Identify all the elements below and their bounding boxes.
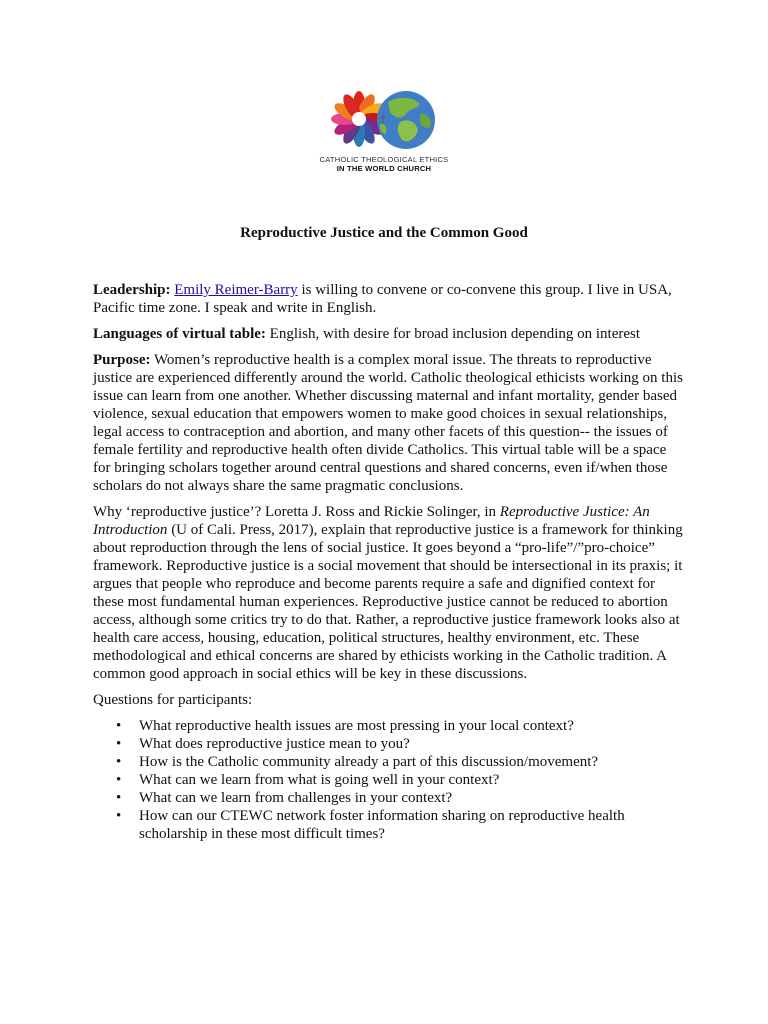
ctewc-logo [318, 88, 450, 173]
book-title: Reproductive Justice: An Introduction [93, 504, 650, 538]
leader-link[interactable]: Emily Reimer-Barry [174, 282, 298, 298]
document-title: Reproductive Justice and the Common Good [240, 225, 528, 241]
list-item [93, 807, 683, 843]
list-item [93, 753, 683, 771]
document-body [93, 281, 683, 843]
bullet-icon: • [116, 718, 122, 734]
question-text: What does reproductive justice mean to you? [139, 736, 410, 752]
why-text-1: Why ‘reproductive justice’? Loretta J. Ross and Rickie Solinger, in [93, 504, 500, 520]
languages-label: Languages of virtual table: [93, 326, 266, 342]
list-item [93, 717, 683, 735]
list-item [93, 735, 683, 753]
logo-emblem-icon [328, 88, 440, 150]
question-text: How is the Catholic community already a part of this discussion/movement? [139, 754, 599, 770]
logo-text-line1: CATHOLIC THEOLOGICAL ETHICS [319, 155, 449, 164]
purpose-paragraph [93, 351, 683, 495]
bullet-icon: • [116, 736, 122, 752]
logo-text-line2: IN THE WORLD CHURCH [336, 164, 432, 173]
bullet-icon: • [116, 772, 122, 788]
bullet-icon: • [116, 808, 122, 824]
questions-heading: Questions for participants: [93, 692, 253, 708]
question-text: What can we learn from challenges in your context? [139, 790, 453, 806]
question-text: How can our CTEWC network foster information sharing on reproductive health scholarship in these most difficult times? [139, 808, 625, 842]
leadership-paragraph [93, 281, 683, 317]
question-text: What reproductive health issues are most pressing in your local context? [139, 718, 574, 734]
questions-list [93, 717, 683, 843]
purpose-text: Women’s reproductive health is a complex moral issue. The threats to reproductive justice are experienced differently around the world. Catholic theological ethicists working on this issue can learn from one another. Whether discussing maternal and infant mortality, gender based violence, sexual education that empowers women to make good choices in sexual relationships, legal access to contraception and abortion, and many other facets of this question-- the issues of female fertility and reproductive health often divide Catholics. This virtual table will be a space for bringing scholars together around central questions and shared concerns, even if/when those scholars do not always share the same pragmatic conclusions. [93, 352, 683, 494]
why-paragraph [93, 503, 683, 683]
leadership-text: is willing to convene or co-convene this group. I live in USA, Pacific time zone. I speak and write in English. [93, 282, 672, 316]
purpose-label: Purpose: [93, 352, 151, 368]
list-item [93, 771, 683, 789]
languages-paragraph [93, 325, 683, 343]
bullet-icon: • [116, 790, 122, 806]
languages-text: English, with desire for broad inclusion depending on interest [265, 326, 641, 342]
question-text: What can we learn from what is going well in your context? [139, 772, 500, 788]
leadership-label: Leadership: [93, 282, 171, 298]
list-item [93, 789, 683, 807]
why-text-2: (U of Cali. Press, 2017), explain that reproductive justice is a framework for thinking about reproduction through the lens of social justice. It goes beyond a “pro-life”/”pro-choice” framework. Reproductive justice is a social movement that should be intersectional in its praxis; it argues that people who reproduce and become parents require a safe and dignified context for these most fundamental human experiences. Reproductive justice cannot be reduced to abortion access, although some critics try to do that. Rather, a reproductive justice framework looks also at health care access, housing, education, political structures, healthy environment, etc. These methodological and ethical concerns are shared by ethicists working in the Catholic tradition. A common good approach in social ethics will be key in these discussions. [93, 522, 683, 682]
bullet-icon: • [116, 754, 122, 770]
